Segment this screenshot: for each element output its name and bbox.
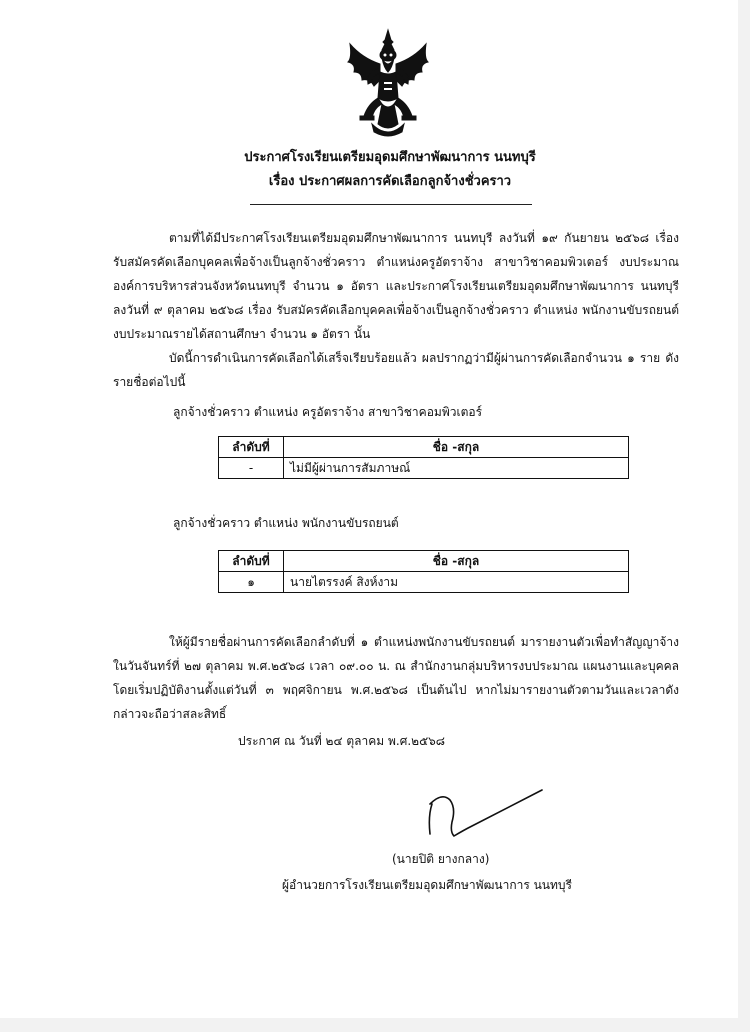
- cell-name: ไม่มีผู้ผ่านการสัมภาษณ์: [284, 458, 629, 479]
- section-caption-teacher: ลูกจ้างชั่วคราว ตำแหน่ง ครูอัตราจ้าง สาขาวิชาคอมพิวเตอร์: [173, 405, 483, 419]
- handwritten-signature: [420, 786, 548, 846]
- cell-name: นายไตรรงค์ สิงห์งาม: [284, 572, 629, 593]
- announcement-date: ประกาศ ณ วันที่ ๒๔ ตุลาคม พ.ศ.๒๕๖๘: [238, 734, 446, 748]
- table-row: [219, 572, 629, 593]
- announcement-title: ประกาศโรงเรียนเตรียมอุดมศึกษาพัฒนาการ นนทบุรี: [244, 150, 536, 165]
- column-header-name: ชื่อ -สกุล: [284, 437, 629, 458]
- result-paragraph: บัดนี้การดำเนินการคัดเลือกได้เสร็จเรียบร้อยแล้ว ผลปรากฏว่ามีผู้ผ่านการคัดเลือกจำนวน ๑ ราย ดังรายชื่อต่อไปนี้: [113, 351, 679, 389]
- column-header-name: ชื่อ -สกุล: [284, 551, 629, 572]
- results-table-driver: [218, 550, 629, 593]
- announcement-subject: เรื่อง ประกาศผลการคัดเลือกลูกจ้างชั่วคราว: [268, 174, 512, 189]
- intro-paragraph: ตามที่ได้มีประกาศโรงเรียนเตรียมอุดมศึกษาพัฒนาการ นนทบุรี ลงวันที่ ๑๙ กันยายน ๒๕๖๘ เรื่อง รับสมัครคัดเลือกบุคคลเพื่อจ้างเป็นลูกจ้างชั่วคราว ตำแหน่งครูอัตราจ้าง สาขาวิชาคอมพิวเตอร์ งบประมาณองค์การบริหารส่วนจังหวัดนนทบุรี จำนวน ๑ อัตรา และประกาศโรงเรียนเตรียมอุดมศึกษาพัฒนาการ นนทบุรี ลงวันที่ ๙ ตุลาคม ๒๕๖๘ เรื่อง รับสมัครคัดเลือกบุคคลเพื่อจ้างเป็นลูกจ้างชั่วคราว ตำแหน่ง พนักงานขับรถยนต์ งบประมาณรายได้สถานศึกษา จำนวน ๑ อัตรา นั้น: [113, 231, 679, 341]
- signer-name: (นายปิติ ยางกลาง): [392, 852, 490, 866]
- cell-order: ๑: [219, 572, 284, 593]
- reporting-paragraph: ให้ผู้มีรายชื่อผ่านการคัดเลือกลำดับที่ ๑ ตำแหน่งพนักงานขับรถยนต์ มารายงานตัวเพื่อทำสัญญาจ้างในวันจันทร์ที่ ๒๗ ตุลาคม พ.ศ.๒๕๖๘ เวลา ๐๙.๐๐ น. ณ สำนักงานกลุ่มบริหารงบประมาณ แผนงานและบุคคล โดยเริ่มปฏิบัติงานตั้งแต่วันที่ ๓ พฤศจิกายน พ.ศ.๒๕๖๘ เป็นต้นไป หากไม่มารายงานตัวตามวันและเวลาดังกล่าวจะถือว่าสละสิทธิ์: [113, 635, 679, 721]
- table-header-row: [219, 437, 629, 458]
- column-header-order: ลำดับที่: [219, 551, 284, 572]
- heading-divider: [250, 204, 532, 205]
- column-header-order: ลำดับที่: [219, 437, 284, 458]
- signer-position: ผู้อำนวยการโรงเรียนเตรียมอุดมศึกษาพัฒนาการ นนทบุรี: [282, 878, 572, 892]
- garuda-emblem-icon: [342, 28, 434, 140]
- cell-order: -: [219, 458, 284, 479]
- table-row: [219, 458, 629, 479]
- table-header-row: [219, 551, 629, 572]
- section-caption-driver: ลูกจ้างชั่วคราว ตำแหน่ง พนักงานขับรถยนต์: [173, 516, 399, 530]
- results-table-teacher: [218, 436, 629, 479]
